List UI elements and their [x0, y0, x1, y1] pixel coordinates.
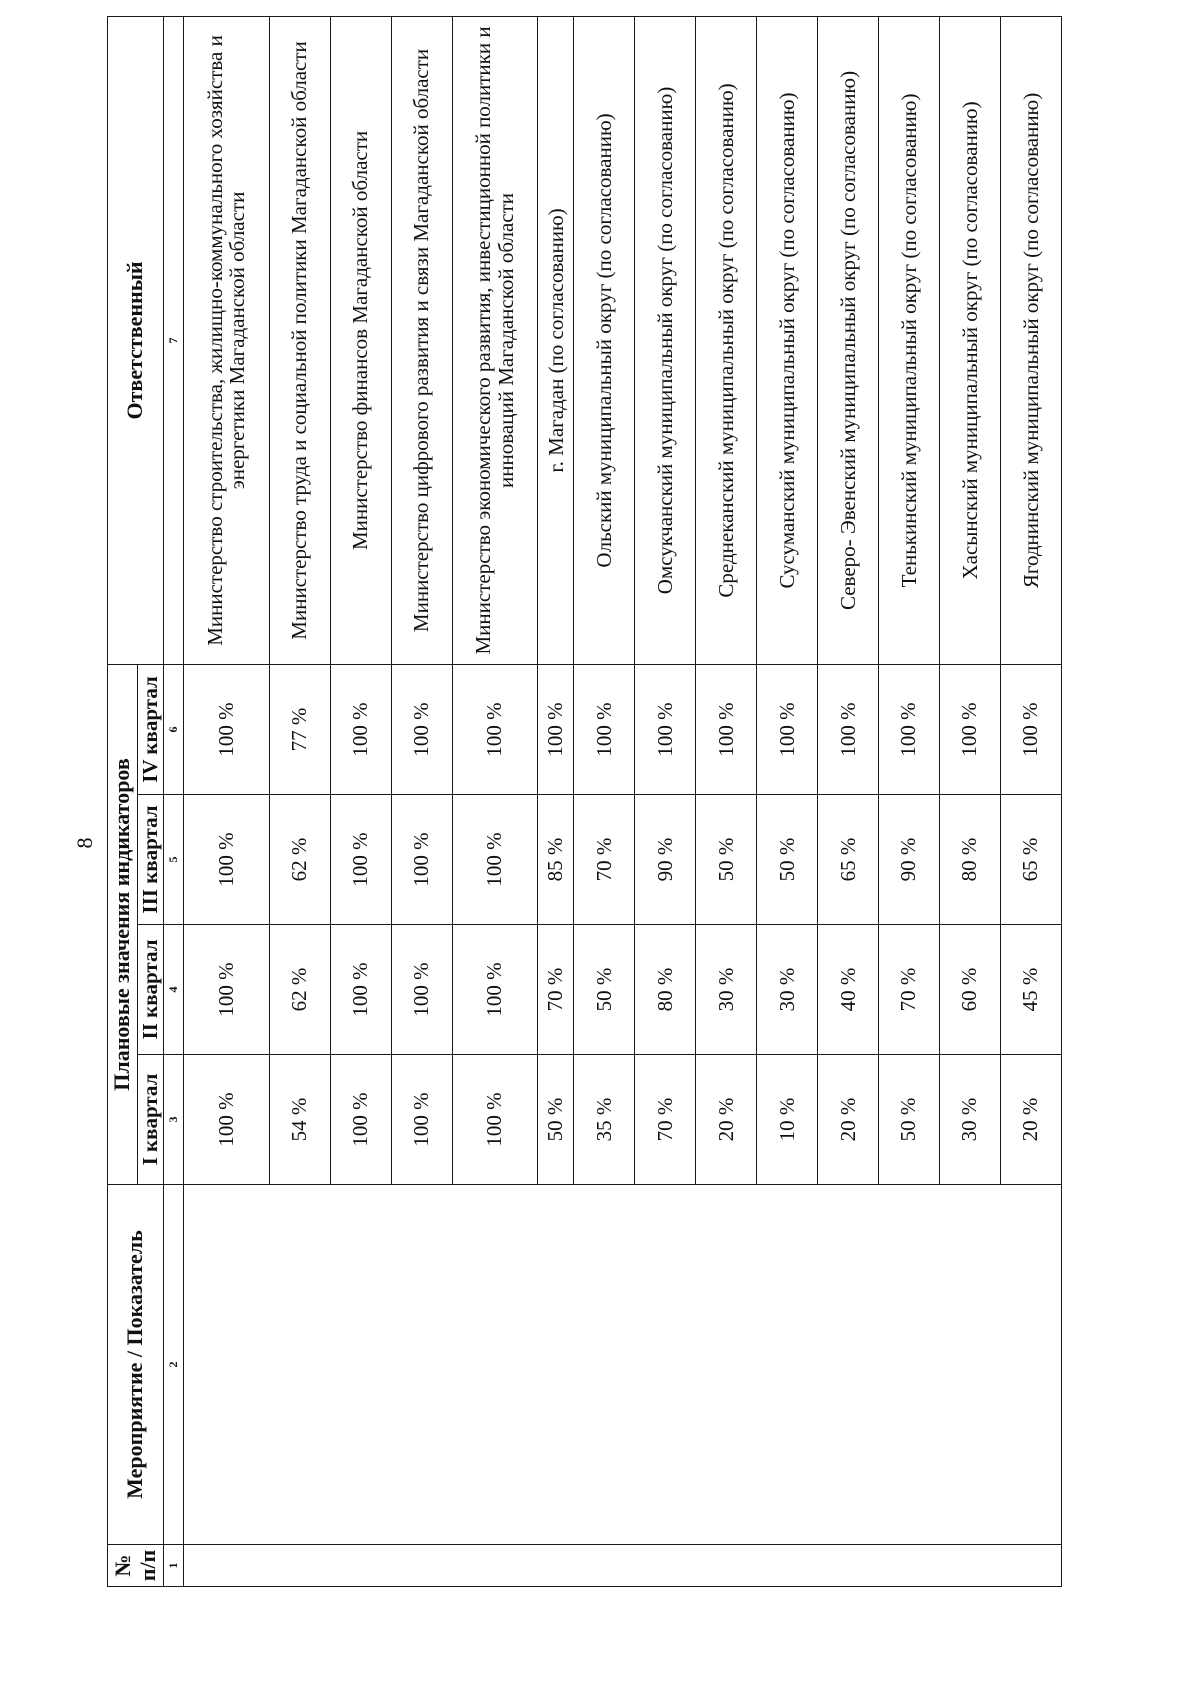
q2-value: 100 % [184, 925, 270, 1055]
q1-value: 20 % [1000, 1055, 1061, 1185]
q4-value: 100 % [757, 664, 818, 794]
q3-value: 50 % [696, 795, 757, 925]
event-cell [184, 1185, 1062, 1545]
q3-value: 100 % [391, 795, 452, 925]
q3-value: 80 % [939, 795, 1000, 925]
q4-value: 100 % [696, 664, 757, 794]
q3-value: 70 % [574, 795, 635, 925]
responsible-cell: Министерство строительства, жилищно-коммунального хозяйства и энергетики Магаданской области [184, 16, 270, 664]
q2-value: 100 % [330, 925, 391, 1055]
q2-value: 60 % [939, 925, 1000, 1055]
q3-value: 65 % [818, 795, 879, 925]
q3-value: 65 % [1000, 795, 1061, 925]
responsible-cell: Омсукчанский муниципальный округ (по согласованию) [635, 16, 696, 664]
q3-value: 50 % [757, 795, 818, 925]
column-number: 6 [164, 664, 184, 794]
column-number-row [164, 16, 184, 1586]
header-q1: I квартал [138, 1055, 164, 1185]
responsible-cell: Министерство экономического развития, инвестиционной политики и инноваций Магаданской области [452, 16, 538, 664]
q1-value: 70 % [635, 1055, 696, 1185]
q2-value: 100 % [452, 925, 538, 1055]
header-q2: II квартал [138, 925, 164, 1055]
header-q4: IV квартал [138, 664, 164, 794]
q1-value: 35 % [574, 1055, 635, 1185]
responsible-cell: Сусуманский муниципальный округ (по согласованию) [757, 16, 818, 664]
q4-value: 100 % [391, 664, 452, 794]
header-num: № п/п [108, 1545, 164, 1587]
q2-value: 45 % [1000, 925, 1061, 1055]
q4-value: 100 % [538, 664, 574, 794]
q2-value: 70 % [538, 925, 574, 1055]
responsible-cell: г. Магадан (по согласованию) [538, 16, 574, 664]
q1-value: 20 % [818, 1055, 879, 1185]
q3-value: 100 % [330, 795, 391, 925]
column-number: 3 [164, 1055, 184, 1185]
q3-value: 90 % [635, 795, 696, 925]
column-number: 7 [164, 16, 184, 664]
responsible-cell: Среднеканский муниципальный округ (по согласованию) [696, 16, 757, 664]
q4-value: 100 % [330, 664, 391, 794]
responsible-cell: Северо- Эвенский муниципальный округ (по согласованию) [818, 16, 879, 664]
q2-value: 30 % [696, 925, 757, 1055]
q3-value: 62 % [269, 795, 330, 925]
q3-value: 100 % [184, 795, 270, 925]
num-cell [184, 1545, 1062, 1587]
responsible-cell: Министерство цифрового развития и связи Магаданской области [391, 16, 452, 664]
q2-value: 100 % [391, 925, 452, 1055]
q4-value: 100 % [184, 664, 270, 794]
q4-value: 100 % [574, 664, 635, 794]
responsible-cell: Министерство финансов Магаданской области [330, 16, 391, 664]
responsible-cell: Ягоднинский муниципальный округ (по согласованию) [1000, 16, 1061, 664]
table-row [184, 16, 270, 1586]
header-event: Мероприятие / Показатель [108, 1185, 164, 1545]
q3-value: 90 % [879, 795, 940, 925]
responsible-cell: Хасынский муниципальный округ (по согласованию) [939, 16, 1000, 664]
responsible-cell: Министерство труда и социальной политики Магаданской области [269, 16, 330, 664]
q1-value: 100 % [184, 1055, 270, 1185]
q4-value: 100 % [818, 664, 879, 794]
q2-value: 30 % [757, 925, 818, 1055]
q3-value: 85 % [538, 795, 574, 925]
header-responsible: Ответственный [108, 16, 164, 664]
q1-value: 50 % [538, 1055, 574, 1185]
q4-value: 100 % [1000, 664, 1061, 794]
q1-value: 10 % [757, 1055, 818, 1185]
q2-value: 70 % [879, 925, 940, 1055]
indicators-table [107, 16, 1062, 1587]
q1-value: 100 % [452, 1055, 538, 1185]
q3-value: 100 % [452, 795, 538, 925]
q2-value: 40 % [818, 925, 879, 1055]
responsible-cell: Ольский муниципальный округ (по согласованию) [574, 16, 635, 664]
q4-value: 100 % [939, 664, 1000, 794]
q1-value: 50 % [879, 1055, 940, 1185]
q1-value: 100 % [391, 1055, 452, 1185]
column-number: 1 [164, 1545, 184, 1587]
page-number: 8 [72, 837, 97, 849]
q1-value: 30 % [939, 1055, 1000, 1185]
q2-value: 62 % [269, 925, 330, 1055]
header-planned-values: Плановые значения индикаторов [108, 664, 138, 1184]
q4-value: 100 % [452, 664, 538, 794]
column-number: 4 [164, 925, 184, 1055]
q1-value: 54 % [269, 1055, 330, 1185]
column-number: 5 [164, 795, 184, 925]
responsible-cell: Тенькинский муниципальный округ (по согласованию) [879, 16, 940, 664]
header-q3: III квартал [138, 795, 164, 925]
q2-value: 50 % [574, 925, 635, 1055]
q1-value: 100 % [330, 1055, 391, 1185]
q4-value: 100 % [635, 664, 696, 794]
rotated-table-sheet [107, 17, 1062, 1587]
q1-value: 20 % [696, 1055, 757, 1185]
q4-value: 100 % [879, 664, 940, 794]
q4-value: 77 % [269, 664, 330, 794]
q2-value: 80 % [635, 925, 696, 1055]
column-number: 2 [164, 1185, 184, 1545]
